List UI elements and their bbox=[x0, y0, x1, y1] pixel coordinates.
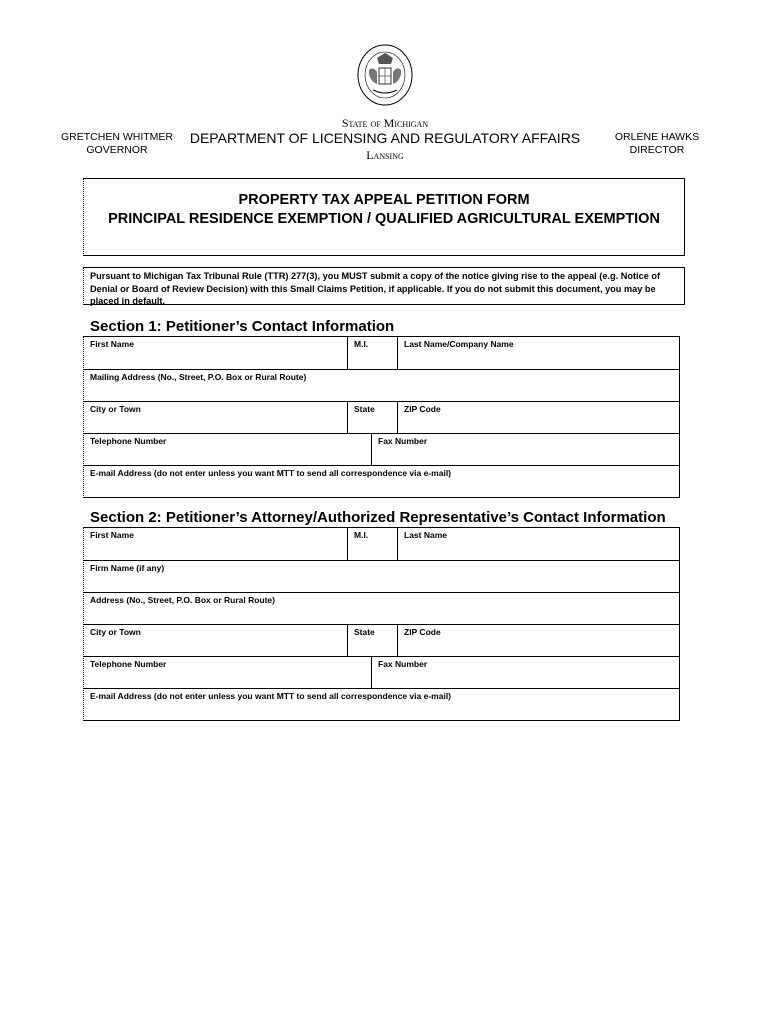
governor-title: GOVERNOR bbox=[86, 144, 148, 156]
field-label: State bbox=[354, 404, 375, 414]
section1-row-email bbox=[84, 465, 679, 497]
director-title: DIRECTOR bbox=[629, 144, 685, 156]
field-label: Firm Name (if any) bbox=[90, 563, 165, 573]
petitioner-zip-field[interactable] bbox=[397, 402, 679, 433]
petitioner-first-name-field[interactable] bbox=[84, 337, 347, 369]
petitioner-state-field[interactable] bbox=[347, 402, 397, 433]
petitioner-mailing-address-field[interactable] bbox=[84, 370, 679, 401]
field-label: E-mail Address (do not enter unless you want MTT to send all correspondence via e-mail) bbox=[90, 468, 452, 478]
city-name: Lansing bbox=[366, 148, 404, 162]
section2-row-email bbox=[84, 688, 679, 720]
field-label: Last Name bbox=[404, 530, 447, 540]
director-block bbox=[592, 131, 722, 157]
field-label: Last Name/Company Name bbox=[404, 339, 514, 349]
section1-row-name bbox=[84, 337, 679, 369]
director-name: ORLENE HAWKS bbox=[614, 131, 700, 143]
section1-row-phone bbox=[84, 433, 679, 465]
filing-notice: Pursuant to Michigan Tax Tribunal Rule (TTR) 277(3), you MUST submit a copy of the notice giving rise to the appeal (e.g. Notice of Denial or Board of Review Decision) with this Small Claims Petition, if applicable. If you do not submit this document, you may be placed in default. bbox=[83, 267, 685, 305]
representative-address-field[interactable] bbox=[84, 593, 679, 624]
section2-heading: Section 2: Petitioner’s Attorney/Authorized Representative’s Contact Information bbox=[90, 509, 666, 526]
representative-zip-field[interactable] bbox=[397, 625, 679, 656]
section1-row-city bbox=[84, 401, 679, 433]
field-label: Telephone Number bbox=[90, 436, 167, 446]
petitioner-telephone-field[interactable] bbox=[84, 434, 371, 465]
petitioner-city-field[interactable] bbox=[84, 402, 347, 433]
petitioner-fax-field[interactable] bbox=[371, 434, 679, 465]
section2-row-address bbox=[84, 592, 679, 624]
field-label: First Name bbox=[90, 339, 134, 349]
representative-last-name-field[interactable] bbox=[397, 528, 679, 560]
form-title: PROPERTY TAX APPEAL PETITION FORM bbox=[238, 192, 530, 208]
field-label: City or Town bbox=[90, 627, 141, 637]
state-seal-icon bbox=[357, 44, 413, 106]
petitioner-last-name-field[interactable] bbox=[397, 337, 679, 369]
field-label: State bbox=[354, 627, 375, 637]
section2-row-city bbox=[84, 624, 679, 656]
section2-row-phone bbox=[84, 656, 679, 688]
field-label: Address (No., Street, P.O. Box or Rural Route) bbox=[90, 595, 275, 605]
representative-state-field[interactable] bbox=[347, 625, 397, 656]
section1-grid bbox=[83, 336, 680, 498]
department-name: DEPARTMENT OF LICENSING AND REGULATORY AFFAIRS bbox=[189, 130, 581, 146]
representative-firm-name-field[interactable] bbox=[84, 561, 679, 592]
representative-email-field[interactable] bbox=[84, 689, 679, 720]
governor-name: GRETCHEN WHITMER bbox=[61, 131, 173, 143]
section1-heading: Section 1: Petitioner’s Contact Information bbox=[90, 318, 395, 335]
field-label: First Name bbox=[90, 530, 134, 540]
form-subtitle: PRINCIPAL RESIDENCE EXEMPTION / QUALIFIED AGRICULTURAL EXEMPTION bbox=[108, 211, 660, 227]
field-label: Telephone Number bbox=[90, 659, 167, 669]
field-label: M.I. bbox=[354, 530, 369, 540]
section2-grid bbox=[83, 527, 680, 721]
representative-telephone-field[interactable] bbox=[84, 657, 371, 688]
governor-block bbox=[52, 131, 182, 157]
representative-fax-field[interactable] bbox=[371, 657, 679, 688]
representative-first-name-field[interactable] bbox=[84, 528, 347, 560]
field-label: ZIP Code bbox=[404, 404, 441, 414]
representative-mi-field[interactable] bbox=[347, 528, 397, 560]
section2-row-firm bbox=[84, 560, 679, 592]
petitioner-email-field[interactable] bbox=[84, 466, 679, 497]
field-label: ZIP Code bbox=[404, 627, 441, 637]
field-label: Fax Number bbox=[378, 436, 428, 446]
state-name: State of Michigan bbox=[341, 116, 429, 130]
field-label: E-mail Address (do not enter unless you want MTT to send all correspondence via e-mail) bbox=[90, 691, 452, 701]
section1-row-address bbox=[84, 369, 679, 401]
section2-row-name bbox=[84, 528, 679, 560]
field-label: Fax Number bbox=[378, 659, 428, 669]
field-label: Mailing Address (No., Street, P.O. Box or Rural Route) bbox=[90, 372, 307, 382]
representative-city-field[interactable] bbox=[84, 625, 347, 656]
field-label: M.I. bbox=[354, 339, 369, 349]
field-label: City or Town bbox=[90, 404, 141, 414]
petitioner-mi-field[interactable] bbox=[347, 337, 397, 369]
